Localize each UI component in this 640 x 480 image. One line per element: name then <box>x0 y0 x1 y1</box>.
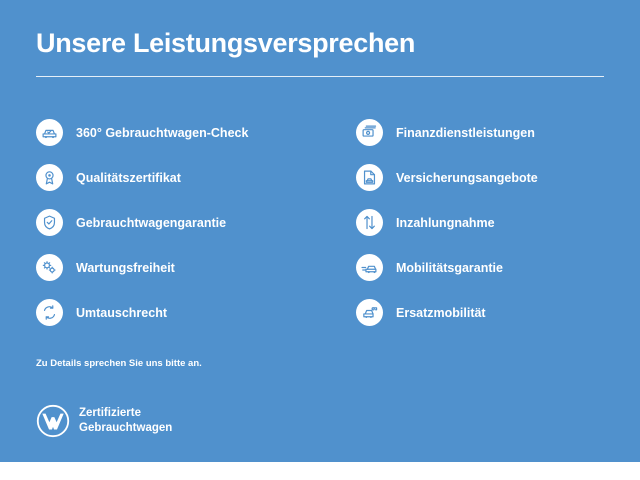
benefits-left-column <box>0 110 320 335</box>
benefit-label: Finanzdienstleistungen <box>396 125 535 140</box>
benefit-item <box>36 290 320 335</box>
car-key-icon <box>356 299 383 326</box>
benefit-item <box>356 290 640 335</box>
benefit-item <box>356 155 640 200</box>
brand-lockup <box>36 404 172 438</box>
vw-logo-icon <box>36 404 70 438</box>
brand-line-1: Zertifizierte <box>79 406 141 419</box>
benefit-label: 360° Gebrauchtwagen-Check <box>76 125 249 140</box>
benefit-label: Gebrauchtwagengarantie <box>76 215 227 230</box>
benefit-label: Ersatzmobilität <box>396 305 486 320</box>
benefit-label: Versicherungsangebote <box>396 170 538 185</box>
footnote-text: Zu Details sprechen Sie uns bitte an. <box>36 358 202 369</box>
benefit-label: Qualitätszertifikat <box>76 170 181 185</box>
car-document-icon <box>356 164 383 191</box>
title-divider <box>36 76 604 77</box>
benefit-label: Wartungsfreiheit <box>76 260 175 275</box>
brand-text <box>79 406 172 436</box>
benefit-item <box>36 110 320 155</box>
benefit-item <box>356 110 640 155</box>
brand-line-2: Gebrauchtwagen <box>79 422 173 434</box>
benefit-item <box>356 245 640 290</box>
benefits-columns <box>0 110 640 335</box>
shield-check-icon <box>36 209 63 236</box>
benefit-item <box>36 155 320 200</box>
quality-seal-icon <box>36 164 63 191</box>
benefit-item <box>36 200 320 245</box>
benefit-item <box>356 200 640 245</box>
benefit-label: Mobilitätsgarantie <box>396 260 503 275</box>
benefit-label: Umtauschrecht <box>76 305 167 320</box>
money-stack-icon <box>356 119 383 146</box>
page-title: Unsere Leistungsversprechen <box>36 28 416 58</box>
car-check-icon <box>36 119 63 146</box>
gears-icon <box>36 254 63 281</box>
benefits-right-column <box>320 110 640 335</box>
up-down-arrows-icon <box>356 209 383 236</box>
car-motion-icon <box>356 254 383 281</box>
benefit-item <box>36 245 320 290</box>
benefit-label: Inzahlungnahme <box>396 215 495 230</box>
exchange-arrows-icon <box>36 299 63 326</box>
